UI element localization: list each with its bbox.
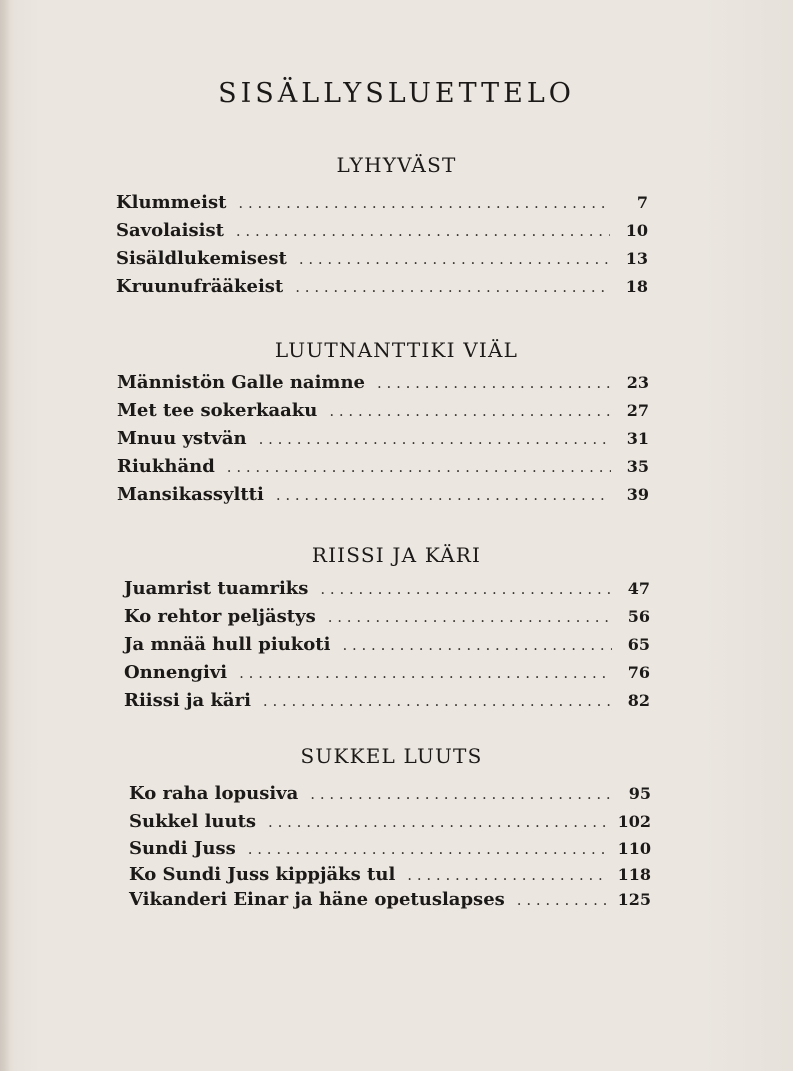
toc-entry-title: Sundi Juss [129, 838, 236, 859]
toc-entry-page: 102 [617, 812, 651, 831]
toc-entry-title: Ja mnää hull piukoti [124, 634, 331, 655]
toc-entry-title: Mansikassyltti [117, 484, 264, 505]
leader-dots [227, 458, 611, 476]
toc-entry-page: 118 [617, 865, 651, 884]
section-heading-luutnanttiki-vial: LUUTNANTTIKI VIÄL [274, 338, 519, 362]
toc-entry [124, 578, 650, 604]
toc-entry-title: Ko Sundi Juss kippjäks tul [129, 864, 396, 885]
toc-entry-page: 7 [636, 193, 648, 212]
leader-dots [238, 194, 610, 212]
leader-dots [299, 250, 610, 268]
toc-entry-title: Ko rehtor peljästys [124, 606, 316, 627]
toc-entry [117, 428, 649, 454]
leader-dots [328, 608, 612, 626]
toc-entry-title: Riissi ja käri [124, 690, 251, 711]
leader-dots [276, 486, 611, 504]
toc-entry [116, 248, 648, 274]
toc-entry-page: 35 [626, 457, 649, 476]
toc-entry-title: Vikanderi Einar ja häne opetuslapses [129, 889, 505, 910]
toc-entry [129, 838, 651, 864]
toc-entry-page: 82 [627, 691, 650, 710]
section-heading-lyhyvast: LYHYVÄST [336, 153, 457, 177]
toc-entry [117, 372, 649, 398]
toc-entry-title: Savolaisist [116, 220, 224, 241]
leader-dots [295, 278, 610, 296]
toc-entry-title: Riukhänd [117, 456, 215, 477]
toc-entry-page: 76 [627, 663, 650, 682]
toc-entry [129, 864, 651, 890]
toc-entry-title: Sukkel luuts [129, 811, 257, 832]
section-heading-sukkel-luuts: SUKKEL LUUTS [300, 744, 483, 768]
leader-dots [329, 402, 611, 420]
toc-entry-title: Kruunufrääkeist [116, 276, 284, 297]
toc-entry [116, 192, 648, 218]
toc-entry-page: 110 [617, 839, 651, 858]
page-title: SISÄLLYSLUETTELO [218, 78, 575, 109]
toc-entry-title: Mnuu ystvän [117, 428, 247, 449]
toc-entry-page: 13 [625, 249, 648, 268]
toc-entry [124, 634, 650, 660]
leader-dots [259, 430, 611, 448]
toc-entry-page: 18 [625, 277, 648, 296]
leader-dots [342, 636, 612, 654]
leader-dots [248, 840, 606, 858]
toc-entry [116, 276, 648, 302]
toc-entry-title: Männistön Galle naimne [117, 372, 366, 393]
toc-entry-page: 65 [627, 635, 650, 654]
toc-entry-page: 95 [628, 784, 651, 803]
leader-dots [239, 664, 612, 682]
leader-dots [236, 222, 610, 240]
toc-entry-title: Sisäldlukemisest [116, 248, 287, 269]
section-heading-riissi-ja-kari: RIISSI JA KÄRI [311, 543, 482, 567]
leader-dots [407, 866, 605, 884]
toc-entry-page: 125 [617, 890, 651, 909]
leader-dots [310, 785, 613, 803]
toc-entry-page: 27 [626, 401, 649, 420]
toc-entry [117, 400, 649, 426]
toc-entry-page: 23 [626, 373, 649, 392]
leader-dots [320, 580, 612, 598]
toc-entry-page: 31 [626, 429, 649, 448]
leader-dots [268, 813, 606, 831]
toc-entry [124, 606, 650, 632]
toc-entry-title: Juamrist tuamriks [124, 578, 309, 599]
toc-entry [116, 220, 648, 246]
toc-entry-title: Klummeist [116, 192, 227, 213]
leader-dots [263, 692, 612, 710]
toc-entry-title: Ko raha lopusiva [129, 783, 299, 804]
toc-entry-page: 56 [627, 607, 650, 626]
toc-entry [129, 783, 651, 809]
toc-entry-title: Onnengivi [124, 662, 228, 683]
leader-dots [517, 891, 606, 909]
toc-entry [117, 484, 649, 510]
toc-entry-page: 39 [626, 485, 649, 504]
toc-entry [124, 662, 650, 688]
toc-entry-page: 47 [627, 579, 650, 598]
toc-entry [124, 690, 650, 716]
toc-entry [129, 811, 651, 837]
toc-entry-page: 10 [625, 221, 648, 240]
toc-entry [129, 889, 651, 915]
toc-entry [117, 456, 649, 482]
toc-entry-title: Met tee sokerkaaku [117, 400, 318, 421]
leader-dots [377, 374, 611, 392]
